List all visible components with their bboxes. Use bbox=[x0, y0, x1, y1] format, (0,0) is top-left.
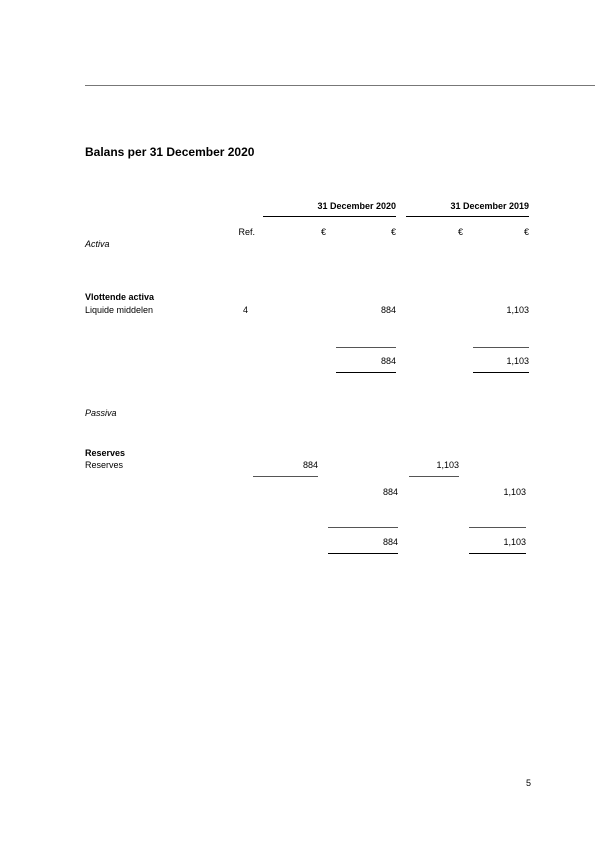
passiva-total-2020: 884 bbox=[382, 537, 398, 547]
column-header-2020-rule bbox=[263, 216, 396, 217]
column-header-2019-rule bbox=[406, 216, 529, 217]
reserves-inner-rule-2020 bbox=[253, 476, 318, 477]
currency-header-4: € bbox=[523, 227, 529, 237]
activa-subtotal-rule-2019 bbox=[473, 347, 529, 348]
activa-total-rule-2019 bbox=[473, 372, 529, 373]
currency-header-2: € bbox=[390, 227, 396, 237]
passiva-total-rule-2019 bbox=[469, 553, 526, 554]
liquide-middelen-label: Liquide middelen bbox=[85, 305, 154, 315]
passiva-heading: Passiva bbox=[85, 408, 117, 418]
liquide-middelen-2020: 884 bbox=[380, 305, 396, 315]
liquide-middelen-2019: 1,103 bbox=[506, 305, 529, 315]
page-number: 5 bbox=[526, 778, 532, 788]
currency-header-1: € bbox=[320, 227, 326, 237]
ref-header: Ref. bbox=[238, 227, 255, 237]
reserves-subtotal-2019: 1,103 bbox=[503, 487, 526, 497]
reserves-inner-2020: 884 bbox=[302, 460, 318, 470]
reserves-heading: Reserves bbox=[85, 448, 126, 458]
passiva-subtotal-rule-2019 bbox=[469, 527, 526, 528]
activa-subtotal-rule-2020 bbox=[336, 347, 396, 348]
passiva-total-2019: 1,103 bbox=[503, 537, 526, 547]
activa-total-2019: 1,103 bbox=[506, 356, 529, 366]
vlottende-activa-heading: Vlottende activa bbox=[85, 292, 155, 302]
reserves-label: Reserves bbox=[85, 460, 124, 470]
activa-total-rule-2020 bbox=[336, 372, 396, 373]
liquide-middelen-ref: 4 bbox=[243, 305, 249, 315]
activa-total-2020: 884 bbox=[380, 356, 396, 366]
reserves-inner-rule-2019 bbox=[409, 476, 459, 477]
passiva-subtotal-rule-2020 bbox=[328, 527, 398, 528]
reserves-subtotal-2020: 884 bbox=[382, 487, 398, 497]
column-header-2020: 31 December 2020 bbox=[317, 201, 396, 211]
passiva-total-rule-2020 bbox=[328, 553, 398, 554]
top-rule bbox=[85, 85, 595, 86]
page-title: Balans per 31 December 2020 bbox=[85, 145, 255, 159]
currency-header-3: € bbox=[457, 227, 463, 237]
reserves-inner-2019: 1,103 bbox=[436, 460, 459, 470]
column-header-2019: 31 December 2019 bbox=[450, 201, 529, 211]
activa-heading: Activa bbox=[85, 239, 110, 249]
